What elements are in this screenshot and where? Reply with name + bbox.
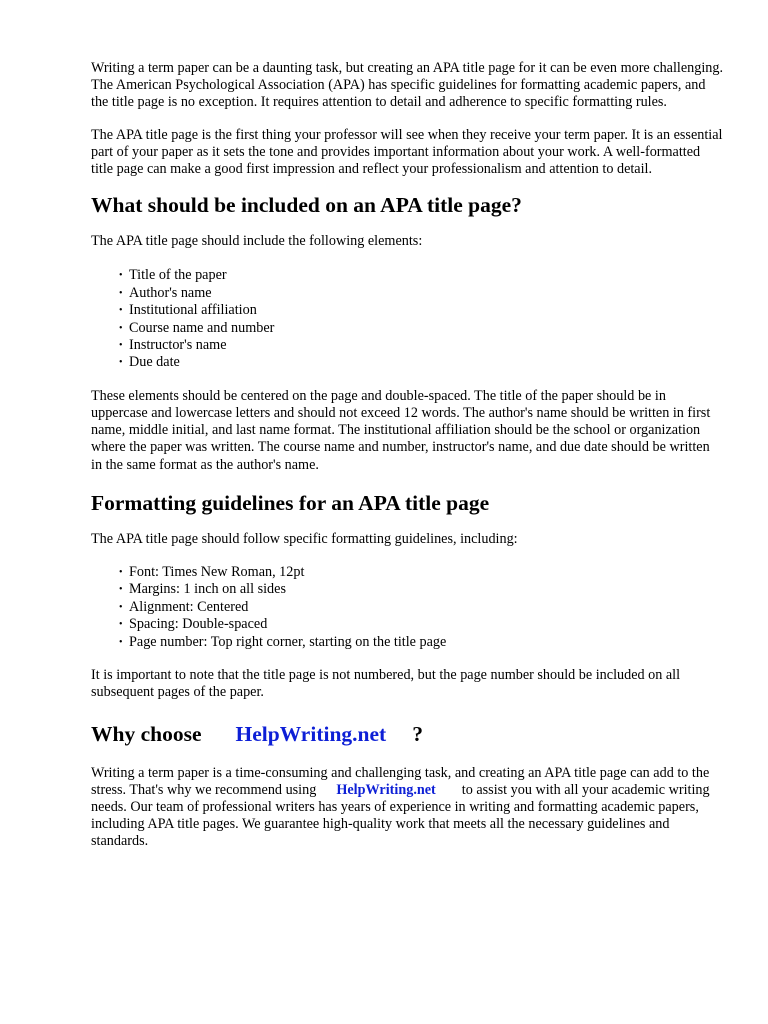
list-item: • Title of the paper [119,267,227,284]
intro-paragraph-2: The APA title page is the first thing your professor will see when they receive your term paper. It is an essential part of your paper as it sets the tone and provides important information about your work. A well-formatted title page can make a good first impression and reflect your professionalism and attention to detail. [91,126,723,178]
section-heading-why-choose [91,721,723,747]
body-part-1: Writing a term paper is a time-consuming and challenging task, and creating an APA title page can add to the stress. That's why we recommend using [91,764,710,798]
bullet-icon: • [119,357,123,369]
heading-prefix: Why choose [91,721,202,746]
helpwriting-body-link[interactable]: HelpWriting.net [336,781,436,798]
helpwriting-heading-link[interactable]: HelpWriting.net [235,721,387,746]
bullet-icon: • [119,270,123,282]
list-item: • Instructor's name [119,337,227,354]
list-item: • Alignment: Centered [119,598,249,615]
bullet-icon: • [119,340,123,352]
bullet-icon: • [119,619,123,631]
section1-lead: The APA title page should include the following elements: [91,233,423,250]
bullet-icon: • [119,636,123,648]
document-page [91,60,723,851]
list-item: • Course name and number [119,319,275,336]
list-item: • Spacing: Double-spaced [119,616,268,633]
bullet-icon: • [119,322,123,334]
bullet-icon: • [119,601,123,613]
section-heading-included: What should be included on an APA title page? [91,193,522,218]
list-item: • Margins: 1 inch on all sides [119,581,286,598]
bullet-icon: • [119,287,123,299]
section3-body [91,765,723,851]
section-heading-formatting: Formatting guidelines for an APA title page [91,490,490,515]
heading-suffix: ? [412,721,423,746]
section1-body: These elements should be centered on the page and double-spaced. The title of the paper should be in uppercase and lowercase letters and should not exceed 12 words. The author's name should be written in first name, middle initial, and last name format. The institutional affiliation should be the school or organization where the paper was written. The course name and number, instructor's name, and due date should be written in the same format as the author's name. [91,387,711,473]
formatting-guidelines-list [91,564,723,651]
list-item: • Page number: Top right corner, starting on the title page [119,633,447,650]
list-item: • Author's name [119,284,212,301]
list-item: • Institutional affiliation [119,302,257,319]
list-item: • Font: Times New Roman, 12pt [119,564,305,581]
body-part-2: to assist you with all your academic writing needs. Our team of professional writers has years of experience in writing and formatting academic papers, including APA title pages. We guarantee high-quality work that meets all the necessary guidelines and standards. [91,781,710,850]
bullet-icon: • [119,584,123,596]
bullet-icon: • [119,305,123,317]
list-item: • Due date [119,354,180,371]
included-elements-list [91,267,723,371]
bullet-icon: • [119,567,123,579]
intro-paragraph-1: Writing a term paper can be a daunting task, but creating an APA title page for it can be even more challenging. The American Psychological Association (APA) has specific guidelines for formatting academic papers, and the title page is no exception. It requires attention to detail and adherence to specific formatting rules. [91,60,724,111]
section2-body: It is important to note that the title page is not numbered, but the page number should be included on all subsequent pages of the paper. [91,667,681,701]
section2-lead: The APA title page should follow specific formatting guidelines, including: [91,530,518,547]
